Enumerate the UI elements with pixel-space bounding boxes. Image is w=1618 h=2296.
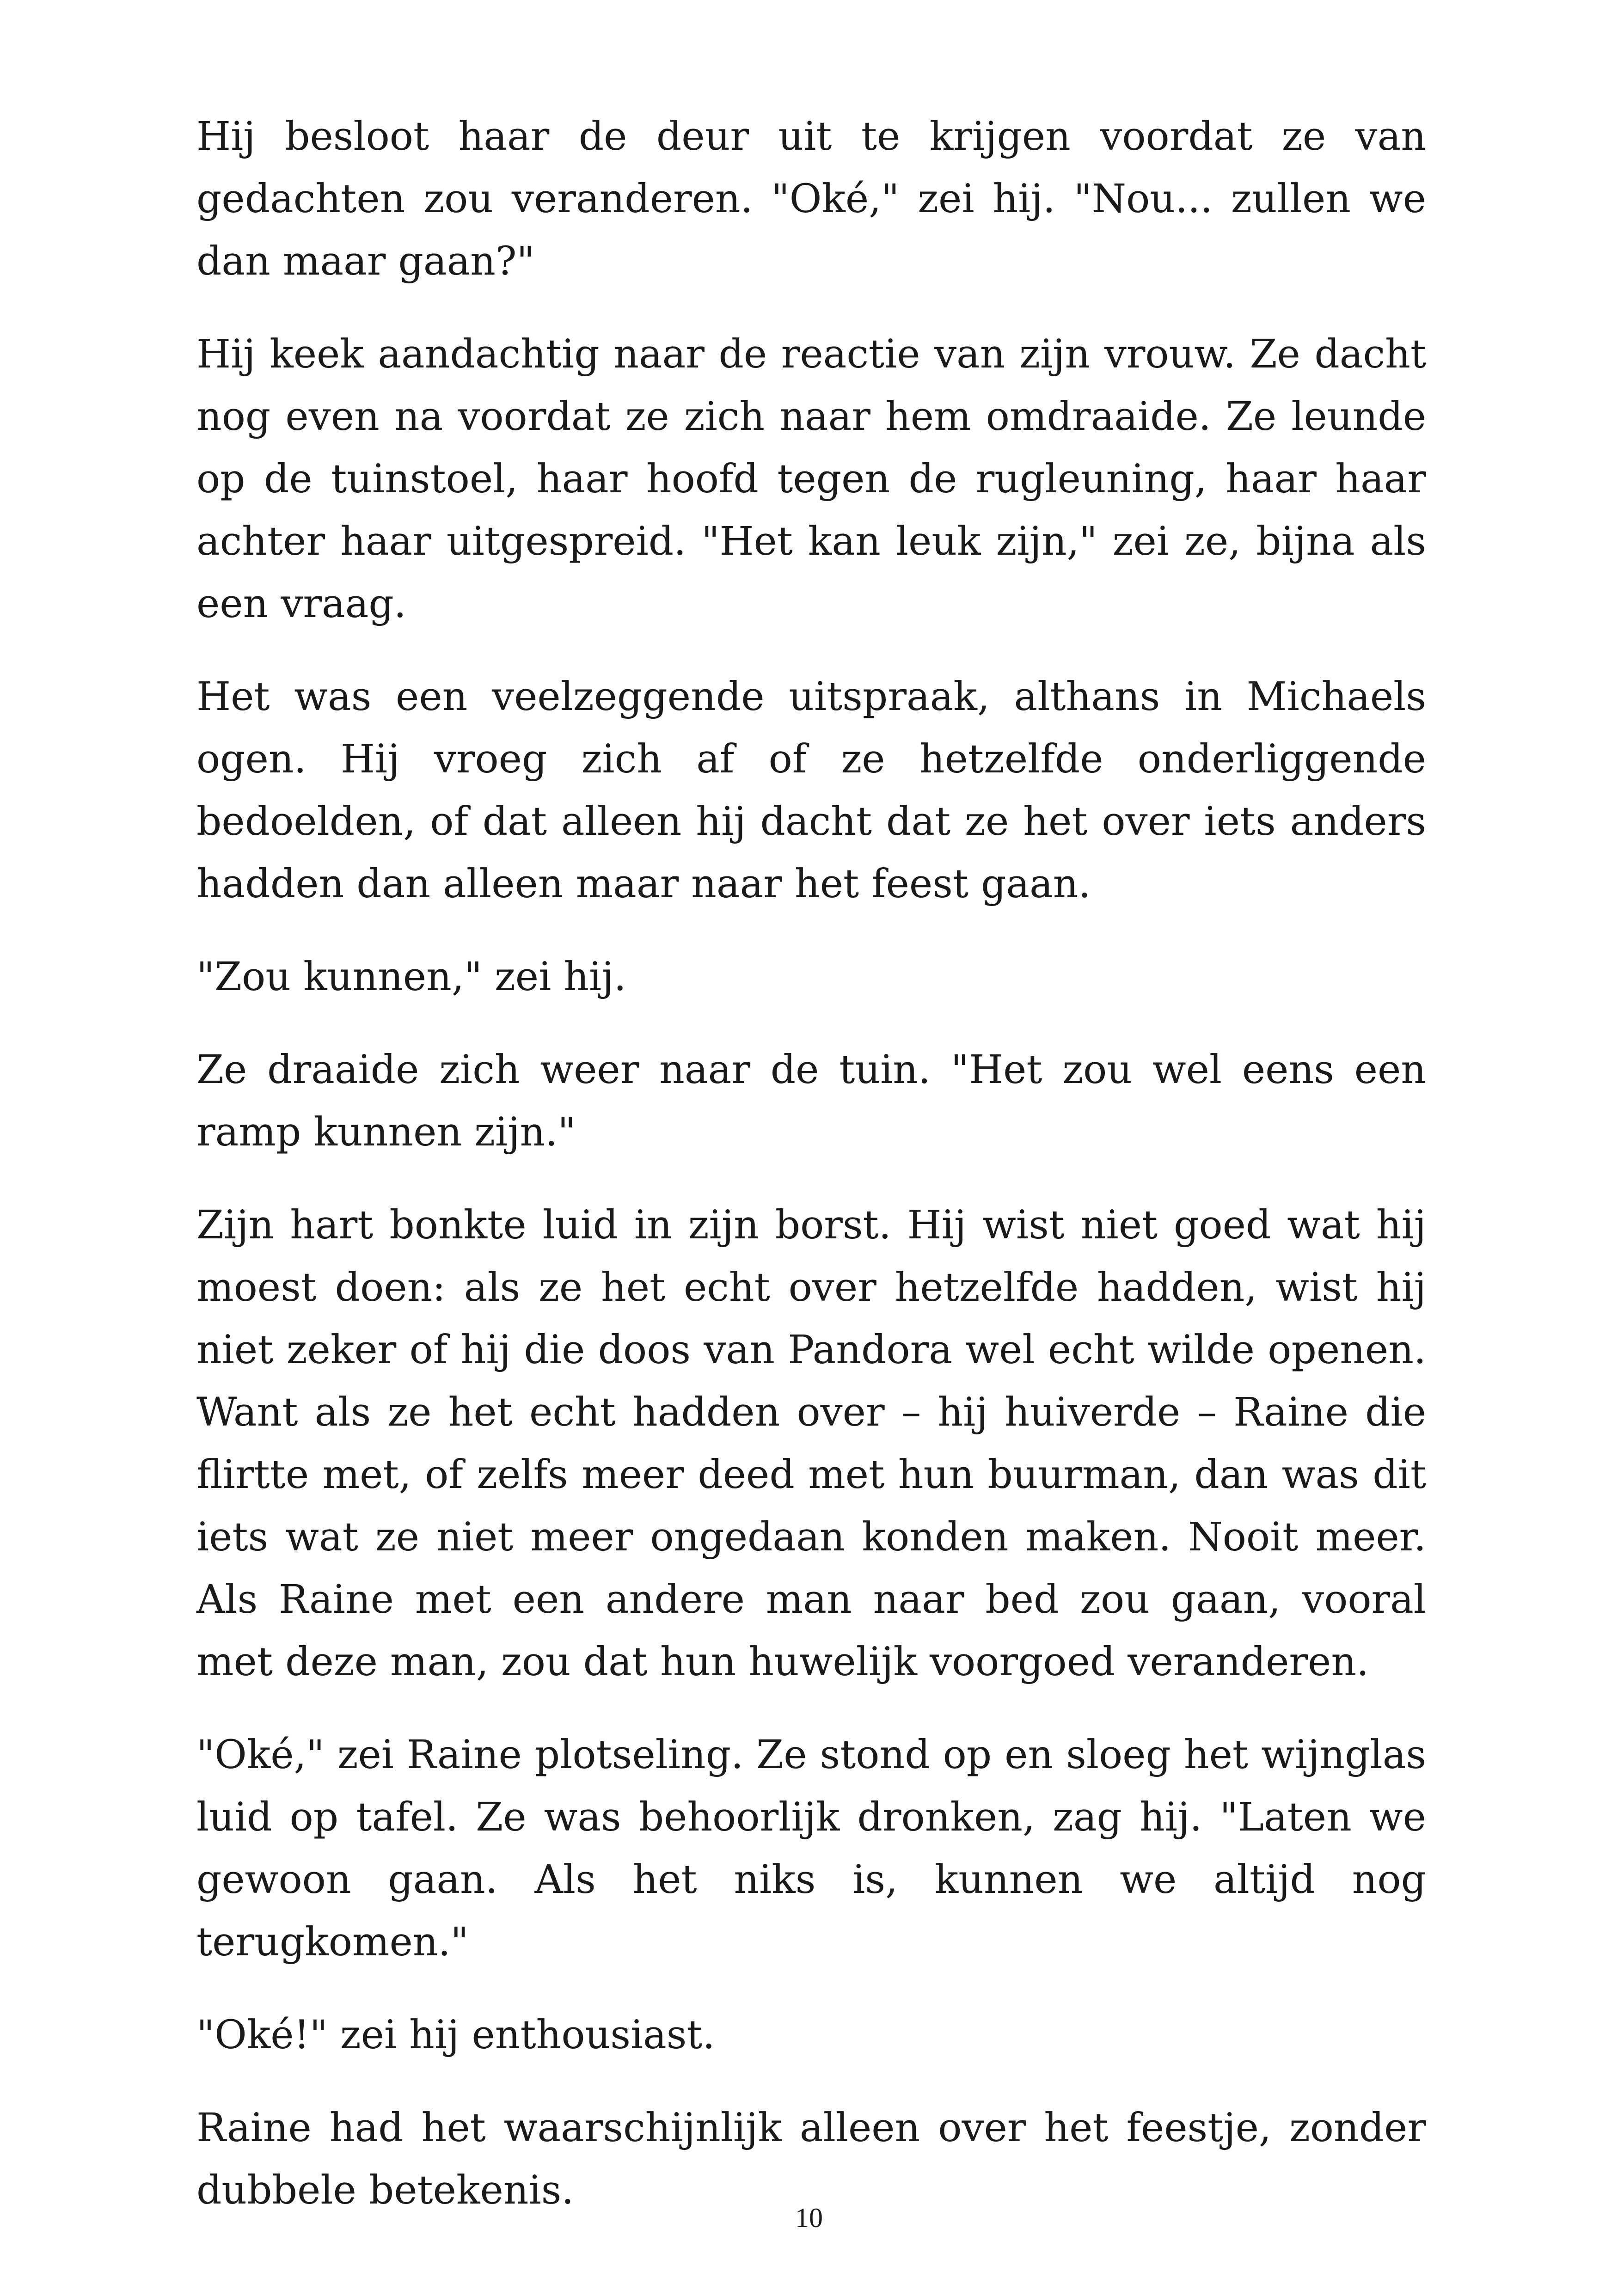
paragraph-1: Hij besloot haar de deur uit te krijgen voordat ze van gedachten zou veranderen. "Oké," zei hij. "Nou... zullen we dan maar gaan?" xyxy=(196,114,1426,284)
paragraph-5: Ze draaide zich weer naar de tuin. "Het zou wel eens een ramp kunnen zijn." xyxy=(196,1047,1426,1155)
body-text xyxy=(196,105,1426,2222)
paragraph-2: Hij keek aandachtig naar de reactie van zijn vrouw. Ze dacht nog even na voordat ze zich naar hem omdraaide. Ze leunde op de tuinstoel, haar hoofd tegen de rugleuning, haar haar achter haar uitgespreid. "Het kan leuk zijn," zei ze, bijna als een vraag. xyxy=(196,331,1426,627)
paragraph-4: "Zou kunnen," zei hij. xyxy=(196,954,626,1000)
paragraph-9: Raine had het waarschijnlijk alleen over het feestje, zonder dubbele betekenis. xyxy=(196,2105,1426,2213)
paragraph-6: Zijn hart bonkte luid in zijn borst. Hij wist niet goed wat hij moest doen: als ze het echt over hetzelfde hadden, wist hij niet zeker of hij die doos van Pandora wel echt wilde openen. Want als ze het echt hadden over – hij huiverde – Raine die flirtte met, of zelfs meer deed met hun buurman, dan was dit iets wat ze niet meer ongedaan konden maken. Nooit meer. Als Raine met een andere man naar bed zou gaan, vooral met deze man, zou dat hun huwelijk voorgoed veranderen. xyxy=(196,1202,1426,1685)
page-number: 10 xyxy=(795,2203,823,2233)
paragraph-3: Het was een veelzeggende uitspraak, althans in Michaels ogen. Hij vroeg zich af of ze hetzelfde onderliggende bedoelden, of dat alleen hij dacht dat ze het over iets anders hadden dan alleen maar naar het feest gaan. xyxy=(196,674,1426,907)
paragraph-7: "Oké," zei Raine plotseling. Ze stond op en sloeg het wijnglas luid op tafel. Ze was behoorlijk dronken, zag hij. "Laten we gewoon gaan. Als het niks is, kunnen we altijd nog terugkomen." xyxy=(196,1732,1426,1965)
paragraph-8: "Oké!" zei hij enthousiast. xyxy=(196,2012,715,2058)
